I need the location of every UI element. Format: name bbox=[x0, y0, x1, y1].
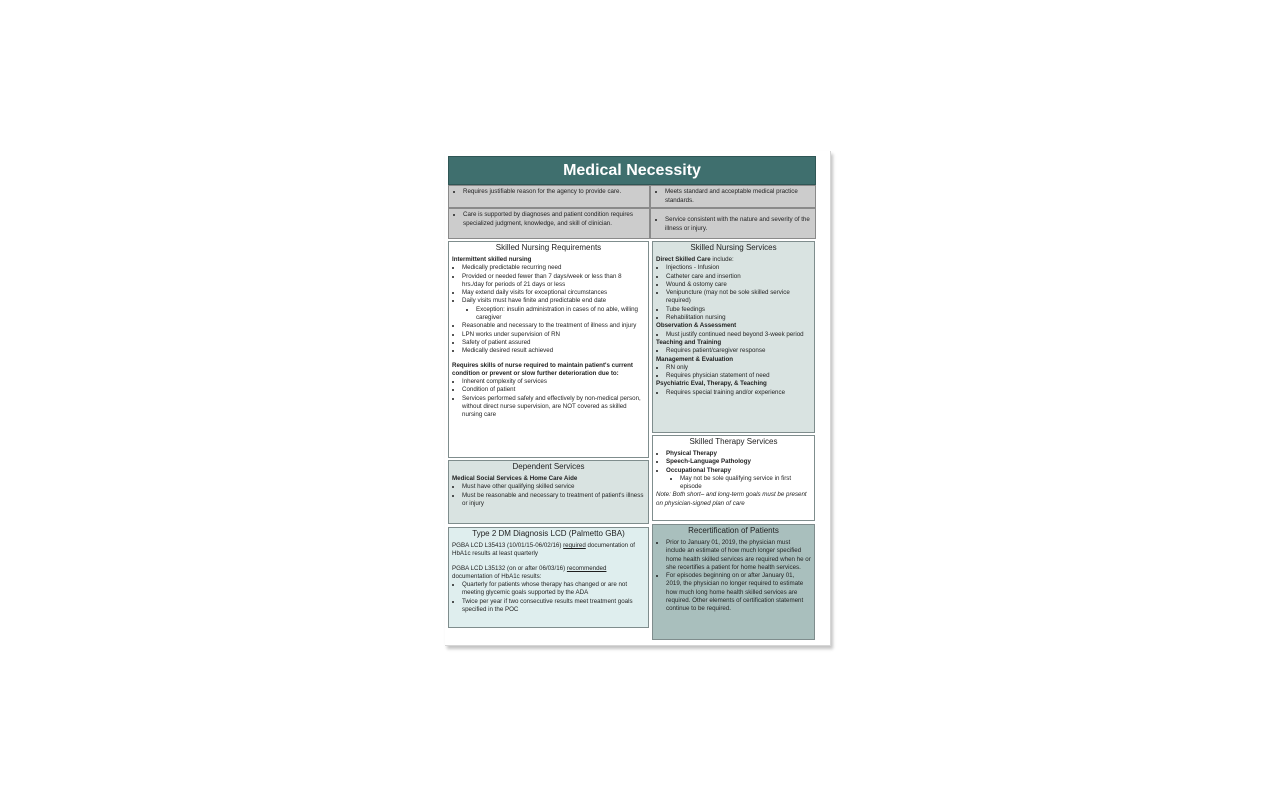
list-item: • Safety of patient assured bbox=[462, 339, 645, 347]
recertification-box bbox=[652, 524, 815, 640]
top-criteria-grid bbox=[448, 185, 816, 239]
list-item: • Prior to January 01, 2019, the physician must include an estimate of how much longer specified home health skilled services are required when he or she recertifies a patient for home health services. bbox=[666, 539, 811, 572]
lcd-paragraph bbox=[452, 542, 645, 559]
list-item: • Reasonable and necessary to the treatment of illness and injury bbox=[462, 322, 645, 330]
list-item: • Speech-Language Pathology bbox=[666, 458, 811, 466]
list-item: • Catheter care and insertion bbox=[666, 273, 811, 281]
list-item: • Occupational Therapy bbox=[666, 467, 811, 475]
section-heading: Skilled Nursing Requirements bbox=[495, 243, 602, 252]
section-heading: Dependent Services bbox=[512, 462, 585, 471]
list-item: • Inherent complexity of services bbox=[462, 378, 645, 386]
list-item: • Must be reasonable and necessary to treatment of patient's illness or injury bbox=[462, 492, 645, 509]
subheading: Observation & Assessment bbox=[656, 322, 737, 330]
subheading-suffix: include: bbox=[710, 256, 734, 263]
criteria-cell bbox=[448, 208, 650, 239]
subheading: Medical Social Services & Home Care Aide bbox=[452, 475, 578, 482]
subheading: Psychiatric Eval, Therapy, & Teaching bbox=[656, 380, 767, 388]
skilled-therapy-services-box bbox=[652, 435, 815, 521]
list-item: • Rehabilitation nursing bbox=[666, 314, 811, 322]
section-heading: Type 2 DM Diagnosis LCD (Palmetto GBA) bbox=[472, 529, 625, 538]
list-item: • Injections - Infusion bbox=[666, 264, 811, 272]
list-item: • May not be sole qualifying service in first episode bbox=[680, 475, 811, 492]
list-item: • LPN works under supervision of RN bbox=[462, 331, 645, 339]
subheading: Intermittent skilled nursing bbox=[452, 256, 532, 263]
page-title: Medical Necessity bbox=[448, 156, 816, 185]
list-item: • Must have other qualifying skilled service bbox=[462, 483, 645, 491]
list-item: • Exception: insulin administration in cases of no able, willing caregiver bbox=[476, 306, 645, 323]
criteria-cell bbox=[650, 208, 816, 239]
criteria-item: • Care is supported by diagnoses and patient condition requires specialized judgment, knowledge, and skill of clinician. bbox=[463, 211, 645, 228]
dependent-services-box bbox=[448, 460, 649, 524]
list-item: • Requires patient/caregiver response bbox=[666, 347, 811, 355]
document-page bbox=[445, 151, 831, 646]
lcd-text: documentation of HbA1c results: bbox=[452, 572, 542, 580]
criteria-cell bbox=[650, 185, 816, 208]
list-item: • Quarterly for patients whose therapy has changed or are not meeting glycemic goals supported by the ADA bbox=[462, 581, 645, 598]
section-heading: Skilled Nursing Services bbox=[690, 243, 777, 252]
list-item: • Must justify continued need beyond 3-week period bbox=[666, 331, 811, 339]
skilled-nursing-services-box bbox=[652, 241, 815, 433]
list-item: • Twice per year if two consecutive results meet treatment goals specified in the POC bbox=[462, 598, 645, 615]
lcd-text: PGBA LCD L35413 (10/01/15-06/02/16) bbox=[452, 542, 564, 549]
list-item: • Services performed safely and effectively by non-medical person, without direct nurse supervision, are NOT covered as skilled nursing care bbox=[462, 395, 645, 420]
lcd-text: documentation of HbA1c results at least quarterly bbox=[452, 542, 636, 558]
type2-dm-lcd-box bbox=[448, 527, 649, 628]
list-item: • For episodes beginning on or after January 01, 2019, the physician no longer required to estimate how much long home health skilled services are required. Other elements of certification statement continue to be required. bbox=[666, 572, 811, 613]
list-item: • Medically predictable recurring need bbox=[462, 264, 645, 272]
lcd-paragraph bbox=[452, 565, 645, 582]
list-item: • Wound & ostomy care bbox=[666, 281, 811, 289]
criteria-item: • Meets standard and acceptable medical practice standards. bbox=[665, 188, 811, 205]
section-heading: Skilled Therapy Services bbox=[689, 437, 778, 446]
skilled-nursing-requirements-box bbox=[448, 241, 649, 458]
list-item: • RN only bbox=[666, 364, 811, 372]
lcd-emphasis: required bbox=[563, 542, 586, 549]
list-item: • Physical Therapy bbox=[666, 450, 811, 458]
list-item: • Condition of patient bbox=[462, 386, 645, 394]
criteria-cell bbox=[448, 185, 650, 208]
subheading: Management & Evaluation bbox=[656, 355, 734, 363]
list-item: • May extend daily visits for exceptional circumstances bbox=[462, 289, 645, 297]
subheading bbox=[656, 256, 811, 264]
list-item: • Provided or needed fewer than 7 days/week or less than 8 hrs./day for periods of 21 days or less bbox=[462, 273, 645, 290]
list-item: • Requires special training and/or experience bbox=[666, 389, 811, 397]
criteria-item: • Service consistent with the nature and severity of the illness or injury. bbox=[665, 216, 811, 233]
list-item: • Tube feedings bbox=[666, 306, 811, 314]
subheading: Requires skills of nurse required to maintain patient's current condition or prevent or slow further deterioration due to: bbox=[452, 361, 633, 377]
subheading-label: Direct Skilled Care bbox=[656, 256, 711, 263]
therapy-note: Note: Both short– and long-term goals must be present on physician-signed plan of care bbox=[656, 491, 807, 507]
list-item: • Requires physician statement of need bbox=[666, 372, 811, 380]
criteria-item: • Requires justifiable reason for the agency to provide care. bbox=[463, 188, 645, 197]
lcd-emphasis: recommended bbox=[566, 564, 607, 572]
list-item: • Medically desired result achieved bbox=[462, 347, 645, 355]
lcd-text: PGBA LCD L35132 (on or after 06/03/16) bbox=[452, 564, 567, 572]
list-item: • Daily visits must have finite and predictable end date bbox=[462, 297, 645, 305]
section-heading: Recertification of Patients bbox=[688, 526, 779, 535]
list-item: • Venipuncture (may not be sole skilled service required) bbox=[666, 289, 811, 306]
subheading: Teaching and Training bbox=[656, 338, 722, 346]
